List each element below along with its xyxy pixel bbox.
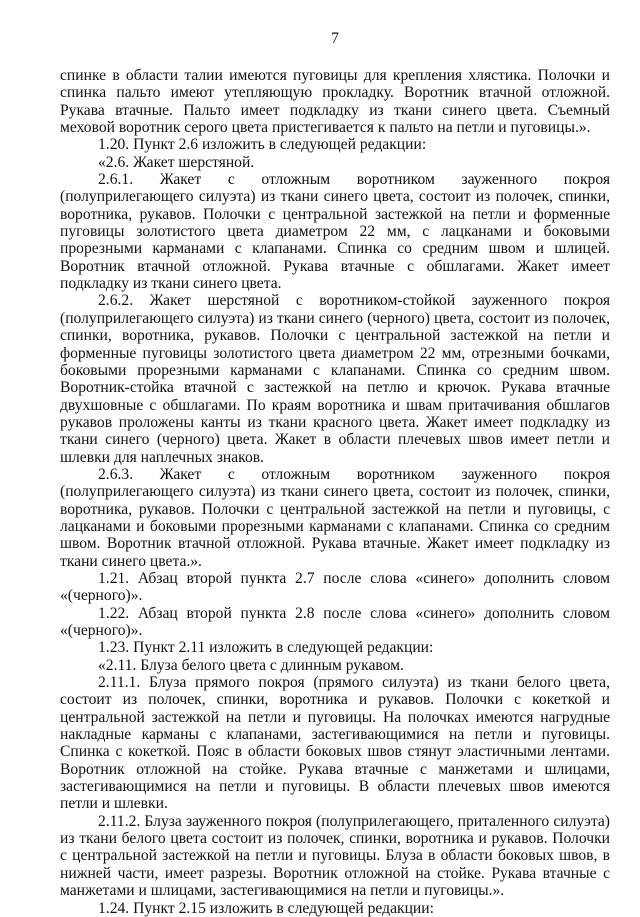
paragraph: «2.6. Жакет шерстяной. [98, 153, 255, 171]
paragraph: 2.11.2. Блуза зауженного покроя (полуприлегающего, приталенного силуэта) из ткани белого цвета состоит из полочек, спинки, воротника и рукавов. Полочки с центральной застежкой на петли и пуговицы. Блуза в области боковых швов, в нижней части, имеет разрезы. Воротник отложной на стойке. Рукава втачные с манжетами и шлицами, застегивающимися на петли и пуговицы.». [60, 812, 610, 900]
document-page [60, 30, 610, 917]
paragraph: 2.6.2. Жакет шерстяной с воротником-стойкой зауженного покроя (полуприлегающего силуэта) из ткани синего (черного) цвета, состоит из полочек, спинки, воротника, рукавов. Полочки с центральной застежкой на петли и форменные пуговицы золотистого цвета диаметром 22 мм, отрезными бочками, боковыми прорезными карманами с клапанами. Спинка со средним швом. Воротник-стойка втачной с застежкой на петлю и крючок. Рукава втачные двухшовные с обшлагами. По краям воротника и швам притачивания обшлагов рукавов проложены канты из ткани красного цвета. Жакет имеет подкладку из ткани синего (черного) цвета. Жакет в области плечевых швов имеет петли и шлевки для наплечных знаков. [60, 292, 610, 466]
paragraph: 1.21. Абзац второй пункта 2.7 после слова «синего» дополнить словом «(черного)». [60, 569, 610, 605]
paragraph: 2.6.3. Жакет с отложным воротником зауженного покроя (полуприлегающего силуэта) из ткани синего цвета, состоит из полочек, спинки, воротника, рукавов. Полочки с центральной застежкой на петли и пуговицы, с лацканами и боковыми прорезными карманами с клапанами. Спинка со средним швом. Воротник втачной отложной. Рукава втачные. Жакет имеет подкладку из ткани синего цвета.». [60, 465, 610, 570]
document-body [60, 67, 610, 917]
paragraph: 1.23. Пункт 2.11 изложить в следующей редакции: [98, 639, 434, 657]
page-number: 7 [331, 30, 339, 47]
paragraph: 2.11.1. Блуза прямого покроя (прямого силуэта) из ткани белого цвета, состоит из полочек, спинки, воротника и рукавов. Полочки с кокеткой и центральной застежкой на петли и пуговицы. На полочках имеются нагрудные накладные карманы с клапанами, застегивающимися на петли и пуговицы. Спинка с кокеткой. Пояс в области боковых швов стянут эластичными лентами. Воротник отложной на стойке. Рукава втачные с манжетами и шлицами, застегивающимися на петли и пуговицы. В области плечевых швов имеются петли и шлевки. [60, 674, 610, 813]
paragraph: 1.22. Абзац второй пункта 2.8 после слова «синего» дополнить словом «(черного)». [60, 604, 610, 639]
paragraph: 2.6.1. Жакет с отложным воротником зауженного покроя (полуприлегающего силуэта) из ткани синего цвета, состоит из полочек, спинки, воротника, рукавов. Полочки с центральной застежкой на петли и форменные пуговицы золотистого цвета диаметром 22 мм, с лацканами и боковыми прорезными карманами с клапанами. Спинка со средним швом и шлицей. Воротник втачной отложной. Рукава втачные с обшлагами. Жакет имеет подкладку из ткани синего цвета. [60, 171, 610, 293]
paragraph: 1.24. Пункт 2.15 изложить в следующей редакции: [98, 899, 434, 917]
paragraph: «2.11. Блуза белого цвета с длинным рукавом. [98, 656, 404, 674]
paragraph: спинке в области талии имеются пуговицы для крепления хлястика. Полочки и спинка пальто имеют утепляющую прокладку. Воротник втачной отложной. Рукава втачные. Пальто имеет подкладку из ткани синего цвета. Съемный меховой воротник серого цвета пристегивается к пальто на петли и пуговицы.». [60, 67, 610, 137]
paragraph: 1.20. Пункт 2.6 изложить в следующей редакции: [98, 136, 427, 154]
